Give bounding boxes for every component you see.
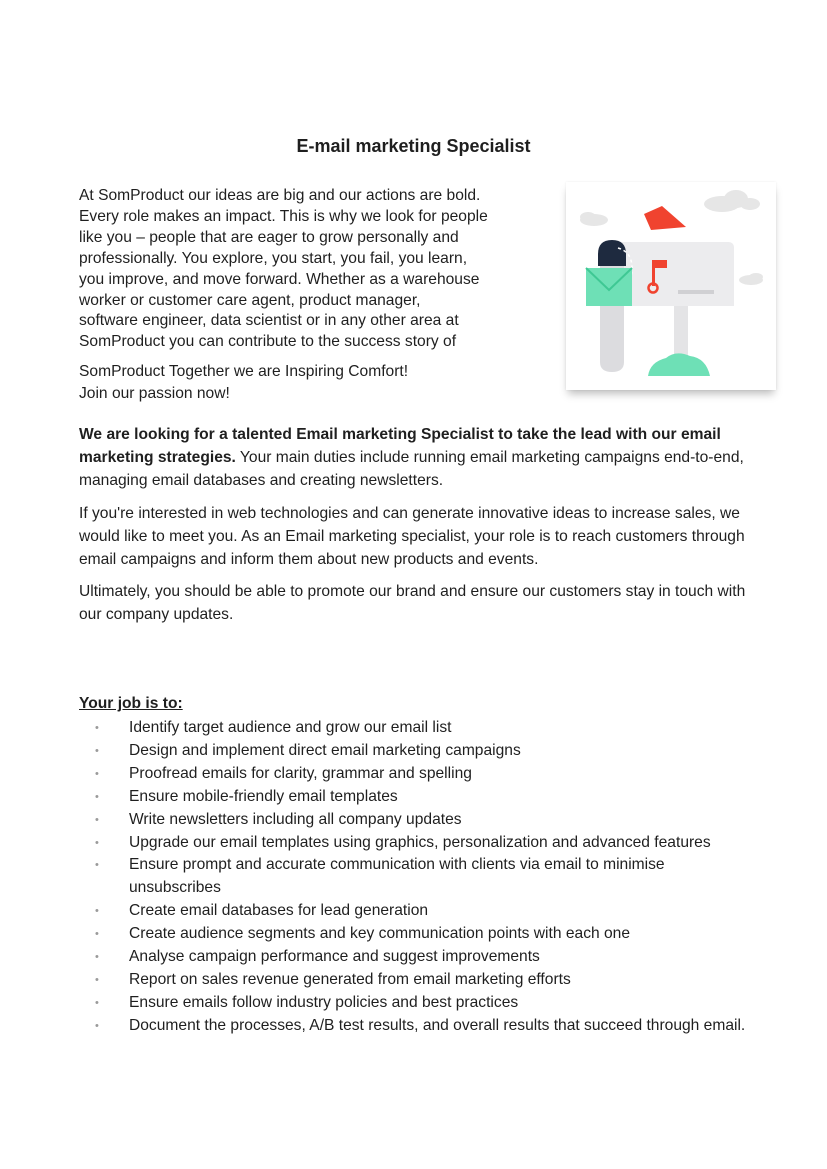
list-item — [79, 832, 759, 855]
job-description — [79, 424, 759, 637]
bullet: • — [95, 951, 99, 964]
intro-closing-line: SomProduct Together we are Inspiring Comfort! — [79, 363, 409, 380]
duty-text: Proofread emails for clarity, grammar and spelling — [129, 764, 472, 782]
bullet: • — [95, 996, 99, 1009]
goal-paragraph: Ultimately, you should be able to promote our brand and ensure our customers stay in touch with our company updates. — [79, 583, 746, 624]
bullet: • — [95, 859, 99, 872]
mailbox-icon — [566, 182, 776, 390]
intro-line: Every role makes an impact. This is why we look for people — [79, 207, 488, 225]
lead-bold-text: We are looking for a talented Email marketing Specialist to take the lead with our email marketing strategies. — [79, 426, 721, 466]
list-item — [79, 809, 759, 832]
duty-text: Report on sales revenue generated from email marketing efforts — [129, 970, 571, 988]
duties-list — [79, 717, 759, 1038]
lead-paragraph — [79, 424, 759, 493]
intro-closing — [79, 361, 408, 404]
list-item — [79, 740, 759, 763]
duty-text: Ensure prompt and accurate communication with clients via email to minimise unsubscribes — [129, 856, 665, 897]
bullet: • — [95, 928, 99, 941]
duty-text: Ensure mobile-friendly email templates — [129, 787, 398, 805]
duty-text: Write newsletters including all company updates — [129, 810, 462, 828]
section-title: Your job is to: — [79, 695, 183, 712]
list-item — [79, 786, 759, 809]
list-item — [79, 717, 759, 740]
intro-line: SomProduct you can contribute to the success story of — [79, 333, 457, 351]
intro-line: you improve, and move forward. Whether as a warehouse — [79, 270, 480, 288]
intro-line: worker or customer care agent, product manager, — [79, 291, 421, 309]
list-item — [79, 1015, 759, 1038]
interest-paragraph: If you're interested in web technologies and can generate innovative ideas to increase sales, we would like to meet you. As an Email marketing specialist, your role is to reach customers through email campaigns and inform them about new products and events. — [79, 504, 745, 568]
duty-text: Identify target audience and grow our email list — [129, 719, 452, 736]
list-item — [79, 946, 759, 969]
list-item — [79, 854, 759, 900]
bullet: • — [95, 767, 99, 780]
duty-text: Create audience segments and key communication points with each one — [129, 925, 631, 943]
mailbox-illustration — [566, 182, 776, 390]
list-item — [79, 969, 759, 992]
lead-rest-text: Your main duties include running email marketing campaigns end-to-end, managing email databases and creating newsletters. — [79, 448, 744, 489]
duty-text: Analyse campaign performance and suggest improvements — [129, 948, 540, 966]
duty-text: Ensure emails follow industry policies and best practices — [129, 993, 519, 1011]
intro-line: professionally. You explore, you start, you fail, you learn, — [79, 249, 468, 267]
page-title: E-mail marketing Specialist — [296, 136, 531, 156]
intro-line: like you – people that are eager to grow personally and — [79, 228, 459, 246]
intro-line: At SomProduct our ideas are big and our actions are bold. — [79, 187, 481, 204]
bullet: • — [95, 836, 99, 849]
bullet: • — [95, 813, 99, 826]
bullet: • — [95, 790, 99, 803]
bullet: • — [95, 973, 99, 986]
bullet: • — [95, 722, 99, 734]
duty-text: Design and implement direct email marketing campaigns — [129, 741, 521, 759]
duty-text: Document the processes, A/B test results, and overall results that succeed through email. — [129, 1016, 746, 1034]
bullet: • — [95, 905, 99, 918]
bullet: • — [95, 1019, 99, 1032]
list-item — [79, 900, 759, 923]
intro-line: software engineer, data scientist or in any other area at — [79, 312, 459, 330]
intro-paragraph — [79, 186, 557, 353]
duty-text: Upgrade our email templates using graphics, personalization and advanced features — [129, 833, 711, 851]
list-item — [79, 763, 759, 786]
duty-text: Create email databases for lead generation — [129, 902, 429, 920]
list-item — [79, 992, 759, 1015]
list-item — [79, 923, 759, 946]
bullet: • — [95, 744, 99, 757]
intro-closing-line: Join our passion now! — [79, 384, 230, 402]
